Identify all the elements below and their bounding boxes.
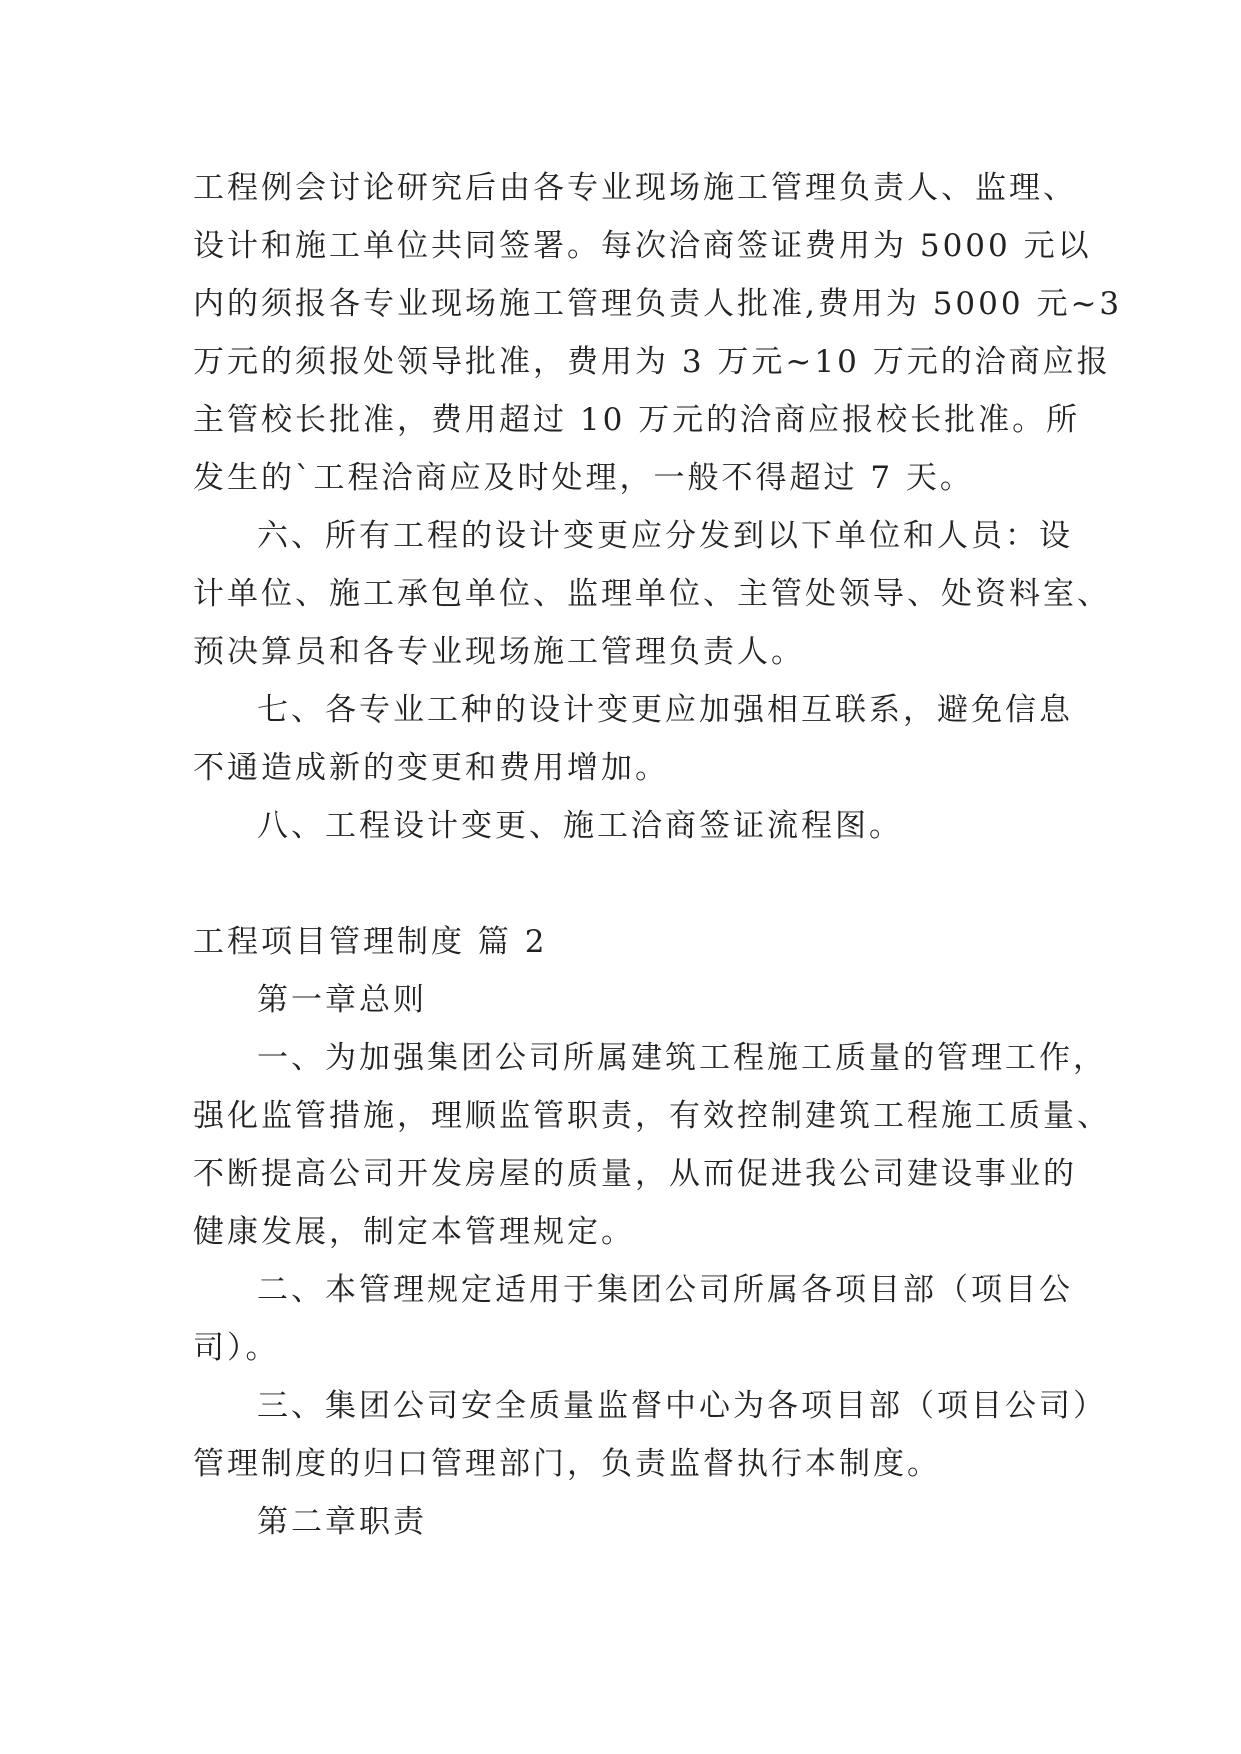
text-line: 健康发展，制定本管理规定。 (193, 1214, 635, 1250)
text-line: 发生的`工程洽商应及时处理，一般不得超过 7 天。 (193, 460, 974, 496)
text-line: 六、所有工程的设计变更应分发到以下单位和人员：设 (257, 518, 1073, 554)
section-title: 工程项目管理制度 篇 2 (193, 924, 548, 960)
text-line: 三、集团公司安全质量监督中心为各项目部（项目公司） (257, 1388, 1107, 1424)
text-line: 二、本管理规定适用于集团公司所属各项目部（项目公 (257, 1272, 1073, 1308)
text-line: 八、工程设计变更、施工洽商签证流程图。 (257, 808, 903, 844)
text-line: 不通造成新的变更和费用增加。 (193, 750, 669, 786)
text-line: 管理制度的归口管理部门，负责监督执行本制度。 (193, 1446, 941, 1482)
text-line: 七、各专业工种的设计变更应加强相互联系，避免信息 (257, 692, 1073, 728)
text-line: 一、为加强集团公司所属建筑工程施工质量的管理工作， (257, 1040, 1107, 1076)
text-line: 主管校长批准，费用超过 10 万元的洽商应报校长批准。所 (193, 402, 1081, 438)
chapter-heading: 第二章职责 (257, 1504, 427, 1540)
text-line: 计单位、施工承包单位、监理单位、主管处领导、处资料室、 (193, 576, 1111, 612)
text-line: 司）。 (193, 1330, 280, 1366)
chapter-heading: 第一章总则 (257, 982, 427, 1018)
text-line: 强化监管措施，理顺监管职责，有效控制建筑工程施工质量、 (193, 1098, 1111, 1134)
text-line: 不断提高公司开发房屋的质量，从而促进我公司建设事业的 (193, 1156, 1077, 1192)
text-line: 工程例会讨论研究后由各专业现场施工管理负责人、监理、 (193, 170, 1077, 206)
text-line: 内的须报各专业现场施工管理负责人批准,费用为 5000 元~3 (193, 286, 1123, 322)
text-line: 设计和施工单位共同签署。每次洽商签证费用为 5000 元以 (193, 228, 1092, 264)
text-line: 预决算员和各专业现场施工管理负责人。 (193, 634, 805, 670)
text-line: 万元的须报处领导批准，费用为 3 万元~10 万元的洽商应报 (193, 344, 1111, 380)
